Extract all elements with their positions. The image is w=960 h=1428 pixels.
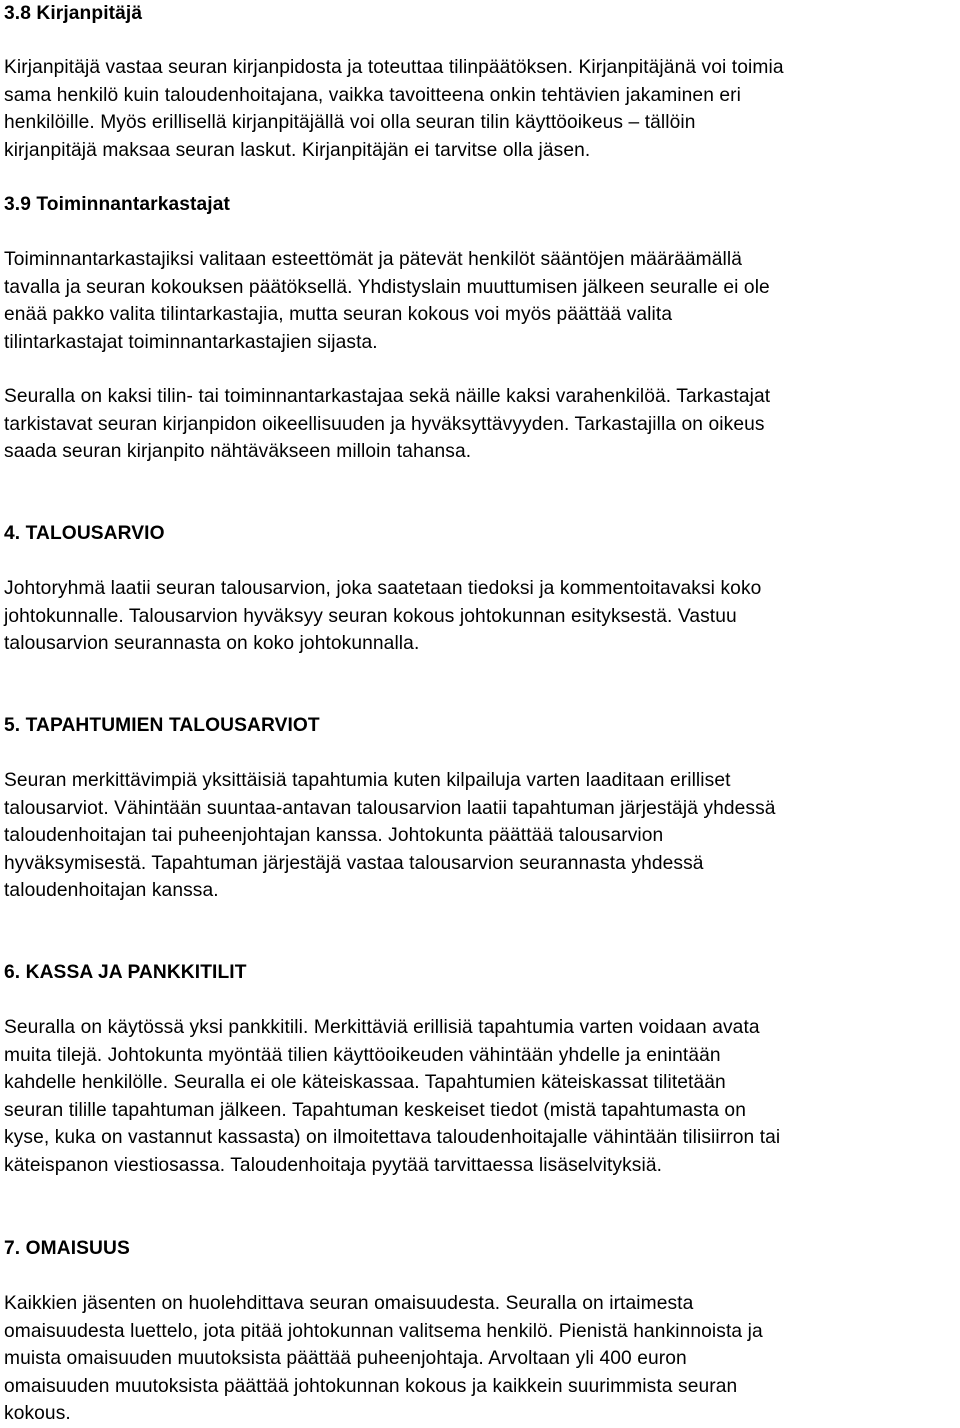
text-line: Toiminnantarkastajiksi valitaan esteettömät ja pätevät henkilöt sääntöjen määräämällä (4, 249, 743, 270)
section-heading-7: 7. OMAISUUS (4, 1238, 130, 1259)
text-line: kokous. (4, 1403, 71, 1424)
text-line: tarkistavat seuran kirjanpidon oikeellisuuden ja hyväksyttävyyden. Tarkastajilla on oikeus (4, 413, 765, 435)
text-line: käteispanon viestiosassa. Taloudenhoitaja pyytää tarvittaessa lisäselvityksiä. (4, 1154, 663, 1176)
text-line: Kaikkien jäsenten on huolehdittava seuran omaisuudesta. Seuralla on irtaimesta (4, 1293, 694, 1314)
text-line: hyväksymisestä. Tapahtuman järjestäjä vastaa talousarvion seurannasta yhdessä (4, 852, 704, 874)
text-line: tilintarkastajat toiminnantarkastajien sijasta. (4, 331, 378, 353)
text-line: johtokunnalle. Talousarvion hyväksyy seuran kokous johtokunnan esityksestä. Vastuu (4, 605, 737, 627)
text-line: sama henkilö kuin taloudenhoitajana, vaikka tavoitteena onkin tehtävien jakaminen eri (4, 84, 742, 106)
text-line: muita tilejä. Johtokunta myöntää tilien käyttöoikeuden vähintään yhdelle ja enintään (4, 1044, 721, 1066)
text-line: talousarviot. Vähintään suuntaa-antavan talousarvion laatii tapahtuman järjestäjä yhdessä (4, 797, 776, 819)
text-line: henkilöille. Myös erillisellä kirjanpitäjällä voi olla seuran tilin käyttöoikeus – tällöin (4, 112, 696, 133)
text-line: saada seuran kirjanpito nähtäväkseen milloin tahansa. (4, 441, 472, 462)
section-heading-3-9: 3.9 Toiminnantarkastajat (4, 194, 230, 215)
text-line: Johtoryhmä laatii seuran talousarvion, joka saatetaan tiedoksi ja kommentoitavaksi koko (4, 578, 762, 599)
paragraph-kirjanpitaja (4, 54, 956, 164)
text-line: kahdelle henkilölle. Seuralla ei ole käteiskassaa. Tapahtumien käteiskassat tilitetään (4, 1072, 726, 1093)
text-line: Seuralla on käytössä yksi pankkitili. Merkittäviä erillisiä tapahtumia varten voidaan avata (4, 1017, 760, 1038)
section-heading-4: 4. TALOUSARVIO (4, 523, 165, 544)
paragraph-kassa-ja-pankkitilit (4, 1014, 956, 1179)
text-line: enää pakko valita tilintarkastajia, mutta seuran kokous voi myös päättää valita (4, 304, 673, 325)
text-line: Seuralla on kaksi tilin- tai toiminnantarkastajaa sekä näille kaksi varahenkilöä. Tarkastajat (4, 386, 771, 407)
text-line: Seuran merkittävimpiä yksittäisiä tapahtumia kuten kilpailuja varten laaditaan erilliset (4, 770, 731, 791)
section-heading-5: 5. TAPAHTUMIEN TALOUSARVIOT (4, 715, 320, 736)
paragraph-talousarvio (4, 575, 956, 658)
text-line: omaisuudesta luettelo, jota pitää johtokunnan valitsema henkilö. Pienistä hankinnoista ja (4, 1320, 763, 1342)
text-line: kyse, kuka on vastannut kassasta) on ilmoitettava taloudenhoitajalle vähintään tilisiirron tai (4, 1127, 781, 1148)
text-line: talousarvion seurannasta on koko johtokunnalla. (4, 633, 420, 654)
text-line: taloudenhoitajan kanssa. (4, 880, 219, 901)
text-line: omaisuuden muutoksista päättää johtokunnan kokous ja kaikkein suurimmista seuran (4, 1375, 738, 1397)
text-line: Kirjanpitäjä vastaa seuran kirjanpidosta ja toteuttaa tilinpäätöksen. Kirjanpitäjänä voi toimia (4, 57, 784, 78)
text-line: muista omaisuuden muutoksista päättää puheenjohtaja. Arvoltaan yli 400 euron (4, 1348, 687, 1369)
text-line: taloudenhoitajan tai puheenjohtajan kanssa. Johtokunta päättää talousarvion (4, 825, 664, 846)
text-line: kirjanpitäjä maksaa seuran laskut. Kirjanpitäjän ei tarvitse olla jäsen. (4, 139, 591, 161)
text-line: tavalla ja seuran kokouksen päätöksellä. Yhdistyslain muuttumisen jälkeen seuralle ei ole (4, 276, 770, 298)
section-heading-6: 6. KASSA JA PANKKITILIT (4, 962, 247, 983)
text-line: seuran tilille tapahtuman jälkeen. Tapahtuman keskeiset tiedot (mistä tapahtumasta on (4, 1099, 746, 1121)
paragraph-toiminnantarkastajat-1 (4, 246, 956, 356)
paragraph-tapahtumien-talousarviot (4, 767, 956, 905)
section-heading-3-8: 3.8 Kirjanpitäjä (4, 3, 143, 24)
paragraph-toiminnantarkastajat-2 (4, 383, 956, 466)
paragraph-omaisuus (4, 1290, 956, 1428)
